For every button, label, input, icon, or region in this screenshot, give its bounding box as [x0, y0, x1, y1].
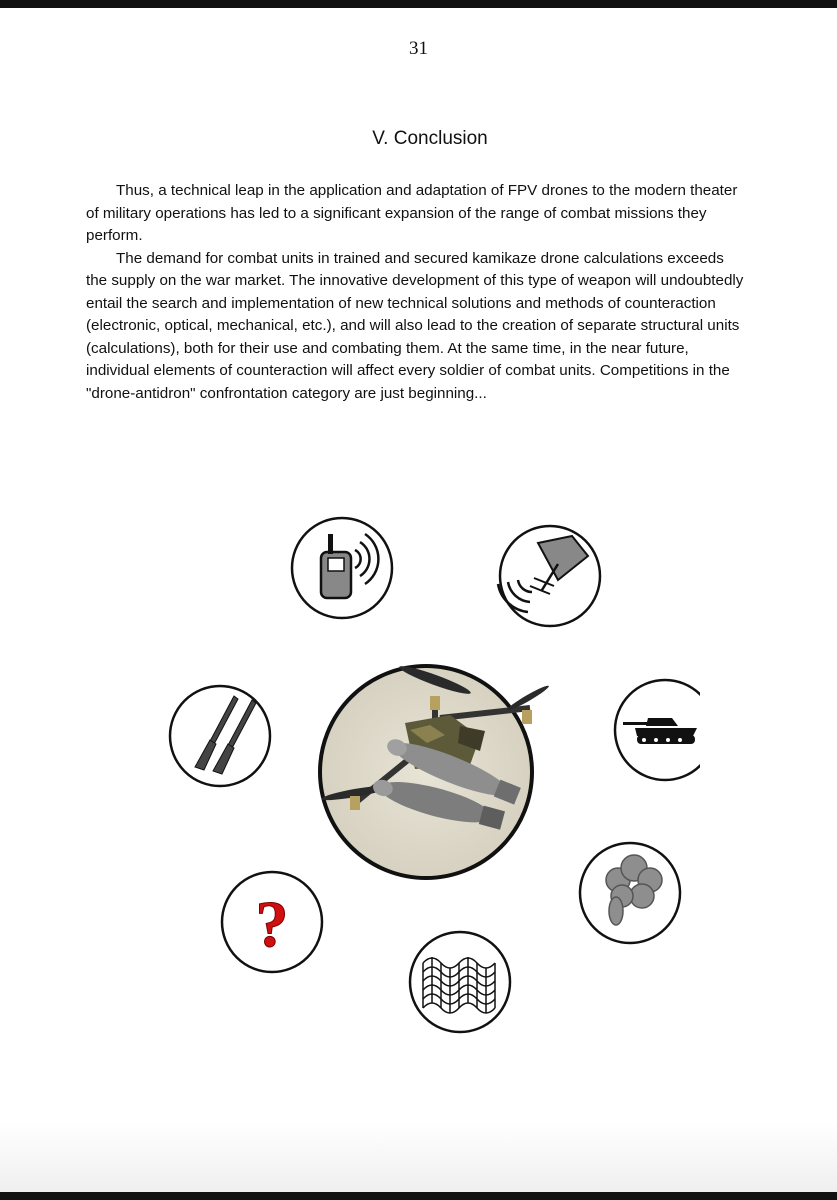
document-page — [0, 8, 837, 1192]
radio-jammer-icon — [292, 518, 392, 618]
net-icon — [410, 932, 510, 1032]
question-mark-icon — [222, 872, 322, 972]
paragraph: The demand for combat units in trained and secured kamikaze drone calculations exceeds the supply on the war market. The innovative development of this type of weapon will undoubtedly entail the search and implementation of new technical solutions and methods of counteraction (electronic, optical, mechanical, etc.), and will also lead to the creation of separate structural units (calculations), both for their use and combating them. At the same time, in the near future, individual elements of counteraction will affect every soldier of combat units. Competitions in the "drone-antidron" confrontation category are just beginning... — [86, 249, 744, 402]
smoke-cloud-icon — [580, 843, 680, 943]
radar-antenna-icon — [498, 526, 600, 626]
shotguns-icon — [170, 686, 270, 786]
svg-text:?: ? — [255, 888, 289, 961]
counter-drone-diagram — [160, 508, 700, 1048]
page-number: 31 — [409, 38, 428, 59]
section-heading: V. Conclusion — [372, 128, 488, 149]
fpv-drone-image — [320, 662, 550, 878]
paragraph: Thus, a technical leap in the application and adaptation of FPV drones to the modern theater of military operations has led to a significant expansion of the range of combat missions they perform. — [86, 182, 738, 244]
page-shadow — [0, 1122, 837, 1192]
conclusion-text — [86, 180, 746, 405]
tank-icon — [615, 680, 700, 780]
